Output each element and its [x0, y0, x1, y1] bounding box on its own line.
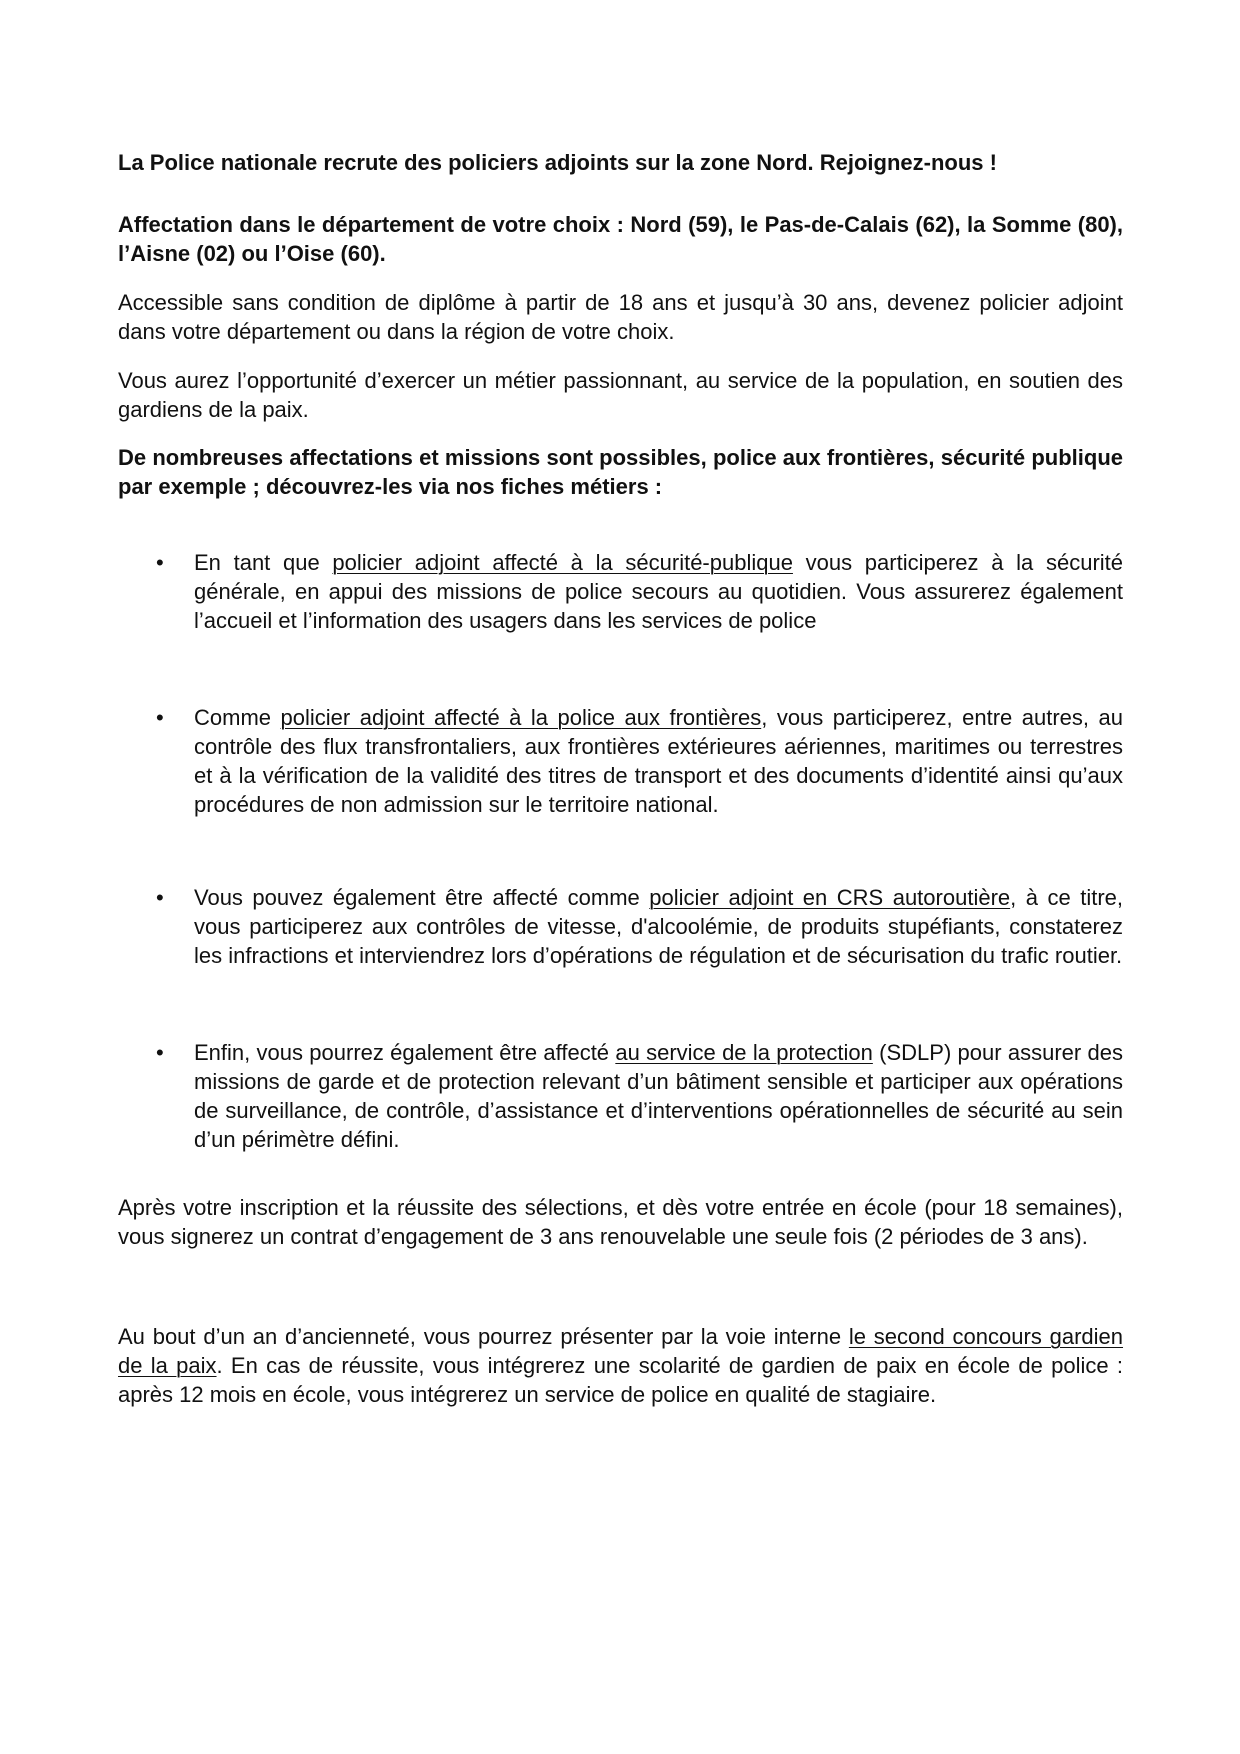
document-page [118, 0, 1123, 1754]
list-item-text-start: Enfin, vous pourrez également être affecté [194, 1040, 616, 1065]
page-heading: La Police nationale recrute des policiers adjoints sur la zone Nord. Rejoignez-nous ! [118, 150, 997, 175]
link-service-protection[interactable]: au service de la protection [615, 1040, 873, 1065]
list-item-text-end: (SDLP) pour assurer des missions de garde et de protection relevant d’un bâtiment sensible et participer aux opérations de surveillance, de contrôle, d’assistance et d’interventions opérationnelles de sécurité au sein d’un périmètre défini. [194, 1040, 1123, 1152]
list-item-text-start: En tant que [194, 550, 333, 575]
bullet-icon: • [156, 885, 164, 910]
list-item-text-end: , vous participerez, entre autres, au contrôle des flux transfrontaliers, aux frontières extérieures aériennes, maritimes ou terrestres et à la vérification de la validité des titres de transport et des documents d’identité ainsi qu’aux procédures de non admission sur le territoire national. [194, 705, 1123, 817]
list-item-text [194, 703, 1123, 819]
list-item-text [194, 1038, 1123, 1154]
list-item-text-start: Vous pouvez également être affecté comme [194, 885, 650, 910]
list-item-text [194, 548, 1123, 635]
anciennete-paragraph [118, 1322, 1123, 1409]
anciennete-text-end: . En cas de réussite, vous intégrerez une scolarité de gardien de paix en école de police : après 12 mois en école, vous intégrerez un service de police en qualité de stagiaire. [118, 1353, 1123, 1407]
link-crs-autoroutiere[interactable]: policier adjoint en CRS autoroutière [649, 885, 1011, 910]
link-second-concours[interactable]: le second concours gardien de la paix [118, 1324, 1124, 1378]
list-item-text-start: Comme [194, 705, 281, 730]
inscription-paragraph: Après votre inscription et la réussite des sélections, et dès votre entrée en école (pour 18 semaines), vous signerez un contrat d’engagement de 3 ans renouvelable une seule fois (2 périodes de 3 ans). [118, 1195, 1123, 1249]
opportunite-paragraph: Vous aurez l’opportunité d’exercer un métier passionnant, au service de la population, en soutien des gardiens de la paix. [118, 368, 1123, 422]
anciennete-text-start: Au bout d’un an d’ancienneté, vous pourrez présenter par la voie interne [118, 1324, 849, 1349]
bullet-icon: • [156, 1040, 164, 1065]
accessible-paragraph: Accessible sans condition de diplôme à partir de 18 ans et jusqu’à 30 ans, devenez policier adjoint dans votre département ou dans la région de votre choix. [118, 290, 1123, 344]
link-securite-publique[interactable]: policier adjoint affecté à la sécurité-publique [332, 550, 793, 575]
link-police-frontieres[interactable]: policier adjoint affecté à la police aux frontières [280, 705, 762, 730]
affectation-paragraph: Affectation dans le département de votre choix : Nord (59), le Pas-de-Calais (62), la Somme (80), l’Aisne (02) ou l’Oise (60). [118, 212, 1123, 266]
bullet-icon: • [156, 705, 164, 730]
missions-intro-paragraph: De nombreuses affectations et missions sont possibles, police aux frontières, sécurité publique par exemple ; découvrez-les via nos fiches métiers : [118, 445, 1123, 499]
list-item-text [194, 883, 1123, 970]
bullet-icon: • [156, 550, 164, 575]
list-item-text-end: , à ce titre, vous participerez aux contrôles de vitesse, d'alcoolémie, de produits stupéfiants, constaterez les infractions et interviendrez lors d’opérations de régulation et de sécurisation du trafic routier. [194, 885, 1124, 968]
list-item-text-end: vous participerez à la sécurité générale, en appui des missions de police secours au quotidien. Vous assurerez également l’accueil et l’information des usagers dans les services de police [194, 550, 1124, 633]
